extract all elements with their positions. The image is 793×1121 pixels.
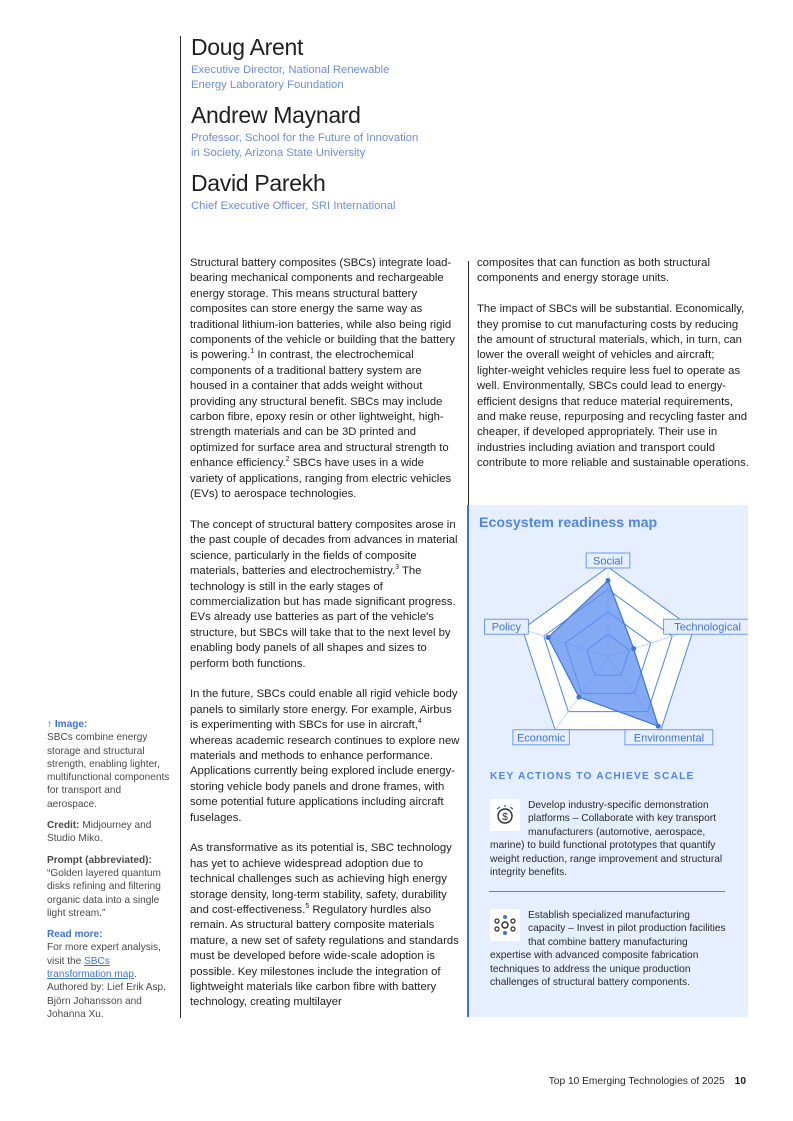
author-title-line: Professor, School for the Future of Innovation	[191, 132, 419, 144]
read-more-label: Read more:	[47, 929, 103, 941]
credit	[47, 819, 172, 846]
paragraph: The impact of SBCs will be substantial. Economically, they promise to cut manufacturing costs by reducing the amount of structural materials, which, in turn, can lower the overall weight of vehicles and aircraft; lighter-weight vehicles require less fuel to operate as well. Environmentally, SBCs could lead to energy-efficient designs that reduce material requirements, and make reuse, repurposing and recycling faster and cheaper, if developed appropriately. Their use in industries including aviation and transport could contribute to more reliable and sustainable operations.	[477, 303, 749, 470]
divider	[489, 891, 725, 892]
footnote-ref[interactable]: 4	[417, 718, 422, 726]
radar-label-social: Social	[593, 555, 623, 568]
author-title	[191, 63, 491, 93]
author-title-line: Chief Executive Officer, SRI International	[191, 200, 396, 212]
image-label: ↑ Image:	[47, 719, 88, 730]
author-title-line: Energy Laboratory Foundation	[191, 79, 344, 91]
ecosystem-panel	[467, 505, 748, 1017]
text: Regulatory hurdles also remain. As structural battery composite materials mature, a new set of safety regulations and standards must be developed before wide-scale adoption is possible. Key milestones include the integration of lightweight materials like carbon fibre with battery technology, creating multilayer	[190, 904, 459, 1009]
svg-text:$: $	[502, 812, 508, 823]
footnote-ref[interactable]: 3	[395, 564, 400, 572]
radar-point-technological	[631, 646, 636, 651]
action-item	[490, 799, 730, 879]
author-block	[191, 101, 491, 161]
author-name: David Parekh	[191, 170, 326, 196]
author-name: Doug Arent	[191, 34, 304, 60]
radar-point-economic	[576, 695, 581, 700]
text: The concept of structural battery composites arose in the past couple of decades from advances in material science, particularly in the fields of composite materials, batteries and electrochemistry.	[190, 518, 458, 578]
text: In contrast, the electrochemical components of a traditional battery system are housed in a container that adds weight without providing any structural benefit. SBCs may include carbon fibre, epoxy resin or other lightweight, high-strength materials and can be 3D printed and optimized for surface area and structural strength to enhance efficiency.	[190, 349, 449, 470]
author-block	[191, 33, 491, 93]
author-title	[191, 131, 491, 161]
author-title-line: Executive Director, National Renewable	[191, 64, 390, 76]
page-number: 10	[734, 1076, 746, 1087]
read-more-text	[47, 941, 172, 1021]
text: whereas academic research continues to explore new materials and methods to enhance performance. Applications currently being explored include energy-storing vehicle body panels and drone frames, with some potential future applications including aircraft fuselages.	[190, 734, 460, 824]
page-footer	[549, 1076, 746, 1087]
transformation-map-link[interactable]: SBCs transformation map	[47, 955, 134, 981]
radar-point-environmental	[656, 724, 661, 729]
credit-text: Midjourney and Studio Miko.	[47, 820, 152, 845]
radar-label-economic: Economic	[516, 732, 566, 745]
radar-point-policy	[546, 635, 551, 640]
paragraph: composites that can function as both structural components and energy storage units.	[477, 257, 710, 285]
author-name: Andrew Maynard	[191, 102, 361, 128]
prompt	[47, 854, 172, 920]
action-text: Develop industry-specific demonstration platforms – Collaborate with key transport manufacturers (automotive, aerospace, marine) to build functional prototypes that quantify weight reduction, range improvement and structural integrity benefits.	[490, 800, 723, 879]
left-rule	[180, 36, 181, 1018]
body-column-right	[477, 256, 751, 487]
author-list	[191, 33, 491, 222]
action-item	[490, 909, 730, 989]
text: Structural battery composites (SBCs) integrate load-bearing mechanical components and rechargeable energy storage. This means structural battery composites can store energy the same way as traditional lithium-ion batteries, while also being rigid components of the vehicle or building that the battery is powering.	[190, 257, 456, 362]
image-caption	[47, 718, 172, 811]
radar-chart	[469, 545, 748, 760]
radar-label-technological: Technological	[674, 621, 741, 634]
image-sidebar	[47, 718, 172, 1029]
footnote-ref[interactable]: 1	[250, 348, 255, 356]
network-icon	[490, 909, 520, 941]
author-title	[191, 199, 491, 214]
paragraph	[190, 518, 460, 672]
paragraph	[190, 256, 460, 503]
prompt-text: “Golden layered quantum disks refining and filtering organic data into a single light stream.”	[47, 867, 161, 919]
author-block	[191, 169, 491, 214]
text: In the future, SBCs could enable all rigid vehicle body panels to similarly store energy. For example, Airbus is experimenting with SBCs for use in aircraft,	[190, 688, 458, 732]
money-icon	[490, 799, 520, 831]
action-text: Establish specialized manufacturing capacity – Invest in pilot production facilities that combine battery manufacturing expertise with advanced composite fabrication techniques to address the unique production challenges of structural battery components.	[490, 910, 726, 989]
footer-title: Top 10 Emerging Technologies of 2025	[548, 1076, 725, 1087]
column-rule	[468, 261, 469, 505]
text: As transformative as its potential is, SBC technology has yet to achieve widespread adoption due to technical challenges such as achieving high energy storage density, long-term stability, safety, durability and cost-effectiveness.	[190, 842, 452, 917]
text: SBCs have uses in a wide variety of applications, ranging from electric vehicles (EVs) to aerospace technologies.	[190, 457, 452, 501]
text: The technology is still in the early stages of commercialization but has made significant progress. EVs already use batteries as part of the vehicle's structure, but SBCs will take that to the next level by enabling body panels of all shapes and sizes to perform both functions.	[190, 565, 456, 670]
prompt-label: Prompt (abbreviated):	[47, 854, 152, 866]
image-text: SBCs combine energy storage and structural strength, enabling lighter, multifunctional components for transport and aerospace.	[47, 732, 170, 810]
paragraph	[190, 687, 460, 826]
footnote-ref[interactable]: 2	[285, 456, 290, 464]
radar-label-policy: Policy	[491, 621, 522, 634]
text: . Authored by: Lief Erik Asp, Björn Johansson and Johanna Xu.	[47, 969, 166, 1020]
radar-point-social	[606, 578, 611, 583]
footnote-ref[interactable]: 5	[305, 903, 310, 911]
text: For more expert analysis, visit the	[47, 942, 161, 967]
radar-label-environmental: Environmental	[633, 732, 705, 745]
ecosystem-title: Ecosystem readiness map	[479, 515, 658, 531]
author-title-line: in Society, Arizona State University	[191, 147, 366, 159]
read-more	[47, 928, 172, 1021]
credit-label: Credit:	[47, 820, 80, 832]
paragraph	[190, 841, 460, 1010]
key-actions-title: KEY ACTIONS TO ACHIEVE SCALE	[490, 771, 695, 782]
body-column-left	[190, 256, 460, 1026]
